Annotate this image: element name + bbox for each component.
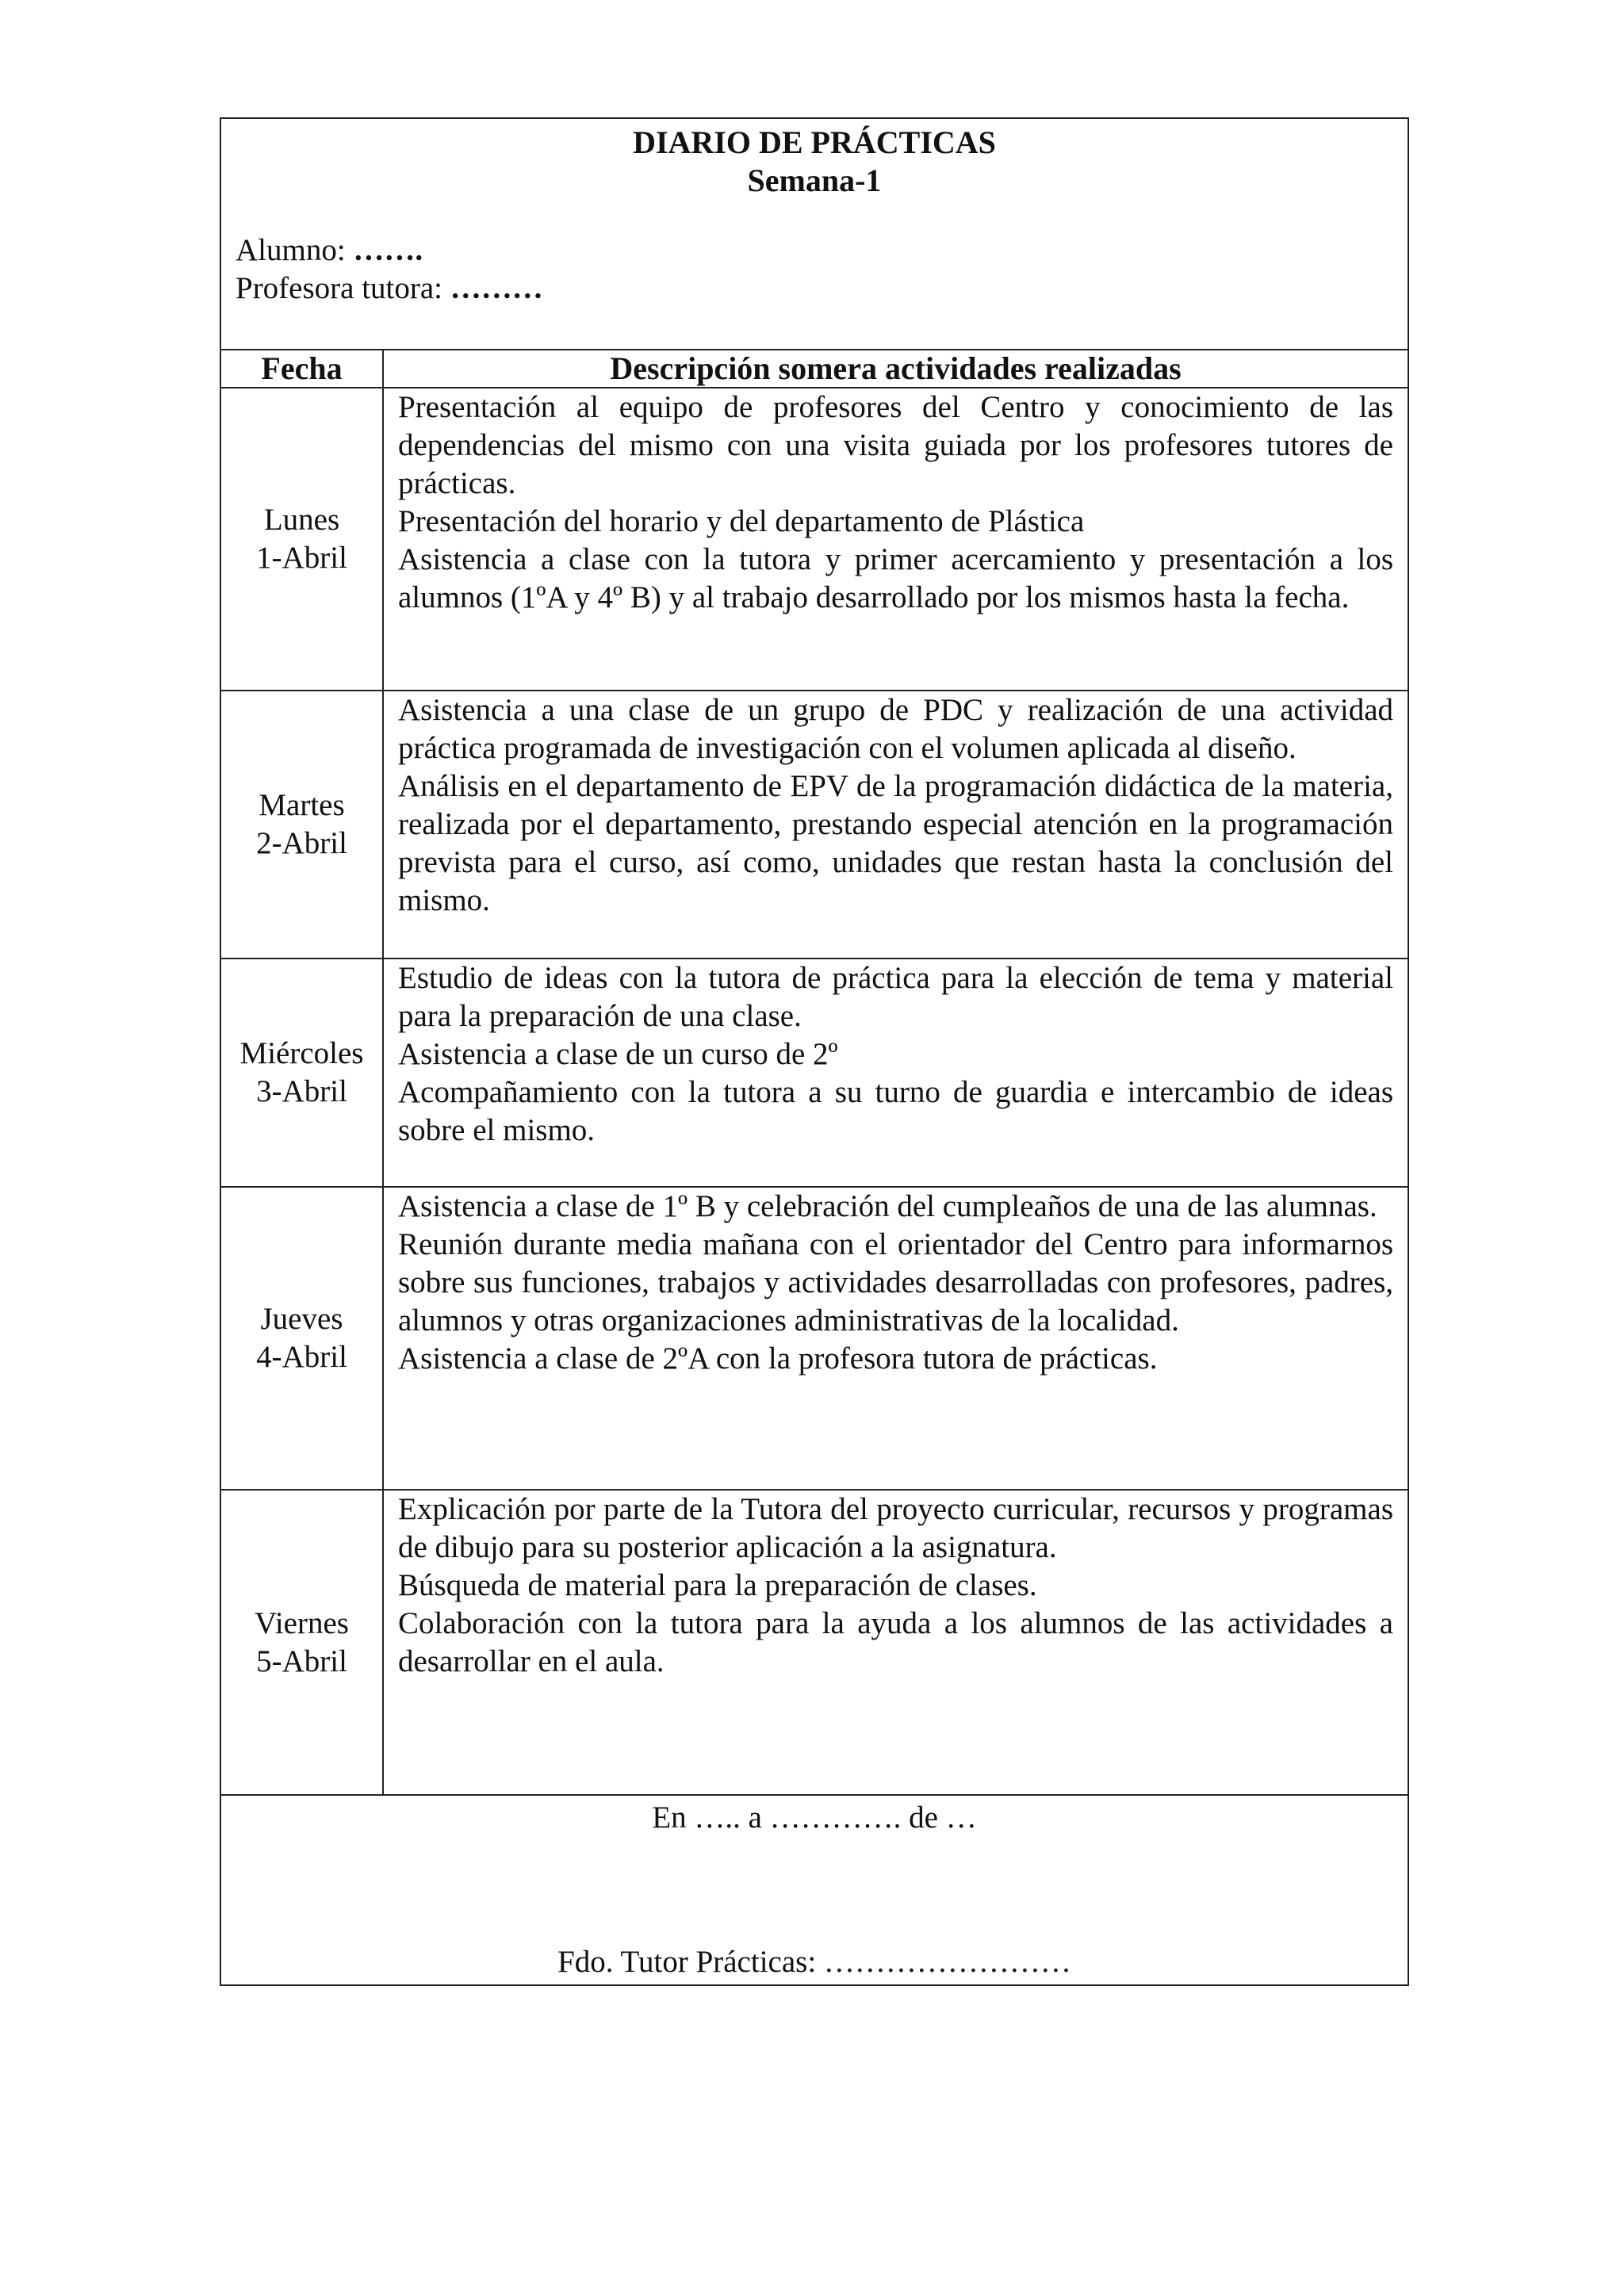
tutora-label: Profesora tutora:	[236, 271, 450, 305]
activity-line: Asistencia a clase de 2ºA con la profesora tutora de prácticas.	[398, 1341, 1158, 1376]
day-name: Miércoles	[239, 1036, 364, 1070]
activity-line: Presentación del horario y del departamento de Plástica	[398, 504, 1085, 538]
table-row	[221, 959, 1408, 1187]
activity-line: Asistencia a clase de 1º B y celebración del cumpleaños de una de las alumnas.	[398, 1189, 1377, 1223]
alumno-label: Alumno:	[236, 233, 354, 267]
activity-line: Análisis en el departamento de EPV de la programación didáctica de la materia, realizada por el departamento, prestando especial atención en la programación prevista para el curso, así como, unidades que restan hasta la conclusión del mismo.	[398, 769, 1393, 917]
day-date: 2-Abril	[256, 826, 347, 860]
table-row	[221, 1187, 1408, 1490]
description-cell	[383, 959, 1408, 1187]
column-header-fecha: Fecha	[221, 350, 383, 388]
place-date-line: En ….. a …………. de …	[652, 1800, 977, 1835]
tutora-value: ………	[450, 271, 543, 305]
tutor-signature-line: Fdo. Tutor Prácticas: ……………………	[557, 1945, 1071, 1979]
activity-line: Búsqueda de material para la preparación de clases.	[398, 1568, 1037, 1602]
day-date: 5-Abril	[256, 1644, 347, 1678]
table-row	[221, 691, 1408, 959]
diary-form	[220, 117, 1409, 1986]
document-title: DIARIO DE PRÁCTICAS	[633, 124, 996, 160]
document-subtitle: Semana-1	[747, 163, 882, 198]
activity-line: Asistencia a clase de un curso de 2º	[398, 1037, 838, 1071]
table-row	[221, 1490, 1408, 1794]
date-cell	[221, 1187, 383, 1490]
day-name: Martes	[259, 788, 345, 822]
table-row	[221, 388, 1408, 691]
activity-line: Explicación por parte de la Tutora del proyecto curricular, recursos y programas de dibujo para su posterior aplicación a la asignatura.	[398, 1492, 1393, 1564]
table-body	[221, 388, 1408, 1794]
table-header-row	[221, 350, 1408, 388]
date-cell	[221, 1490, 383, 1794]
activity-line: Asistencia a una clase de un grupo de PDC y realización de una actividad práctica programada de investigación con el volumen aplicada al diseño.	[398, 693, 1393, 765]
activity-line: Asistencia a clase con la tutora y primer acercamiento y presentación a los alumnos (1ºA y 4º B) y al trabajo desarrollado por los mismos hasta la fecha.	[398, 542, 1393, 614]
day-name: Viernes	[255, 1605, 349, 1640]
description-cell	[383, 1490, 1408, 1794]
activity-line: Estudio de ideas con la tutora de práctica para la elección de tema y material para la preparación de una clase.	[398, 961, 1393, 1033]
form-header	[221, 119, 1408, 349]
activities-table	[221, 349, 1408, 1794]
description-cell	[383, 691, 1408, 959]
activity-line: Acompañamiento con la tutora a su turno de guardia e intercambio de ideas sobre el mismo.	[398, 1075, 1393, 1147]
day-name: Lunes	[263, 503, 340, 537]
date-cell	[221, 388, 383, 691]
date-cell	[221, 691, 383, 959]
alumno-field	[236, 232, 423, 270]
activity-line: Colaboración con la tutora para la ayuda a los alumnos de las actividades a desarrollar en el aula.	[398, 1606, 1393, 1678]
form-footer	[221, 1794, 1408, 1984]
day-name: Jueves	[260, 1302, 343, 1336]
column-header-descripcion: Descripción somera actividades realizadas	[383, 350, 1408, 388]
description-cell	[383, 388, 1408, 691]
day-date: 4-Abril	[256, 1340, 347, 1374]
date-cell	[221, 959, 383, 1187]
activity-line: Presentación al equipo de profesores del Centro y conocimiento de las dependencias del mismo con una visita guiada por los profesores tutores de prácticas.	[398, 390, 1393, 500]
description-cell	[383, 1187, 1408, 1490]
activity-line: Reunión durante media mañana con el orientador del Centro para informarnos sobre sus funciones, trabajos y actividades desarrolladas con profesores, padres, alumnos y otras organizaciones administrativas de la localidad.	[398, 1227, 1393, 1337]
alumno-value: …….	[353, 233, 423, 267]
tutora-field	[236, 270, 543, 308]
day-date: 3-Abril	[256, 1074, 347, 1108]
day-date: 1-Abril	[256, 541, 347, 575]
